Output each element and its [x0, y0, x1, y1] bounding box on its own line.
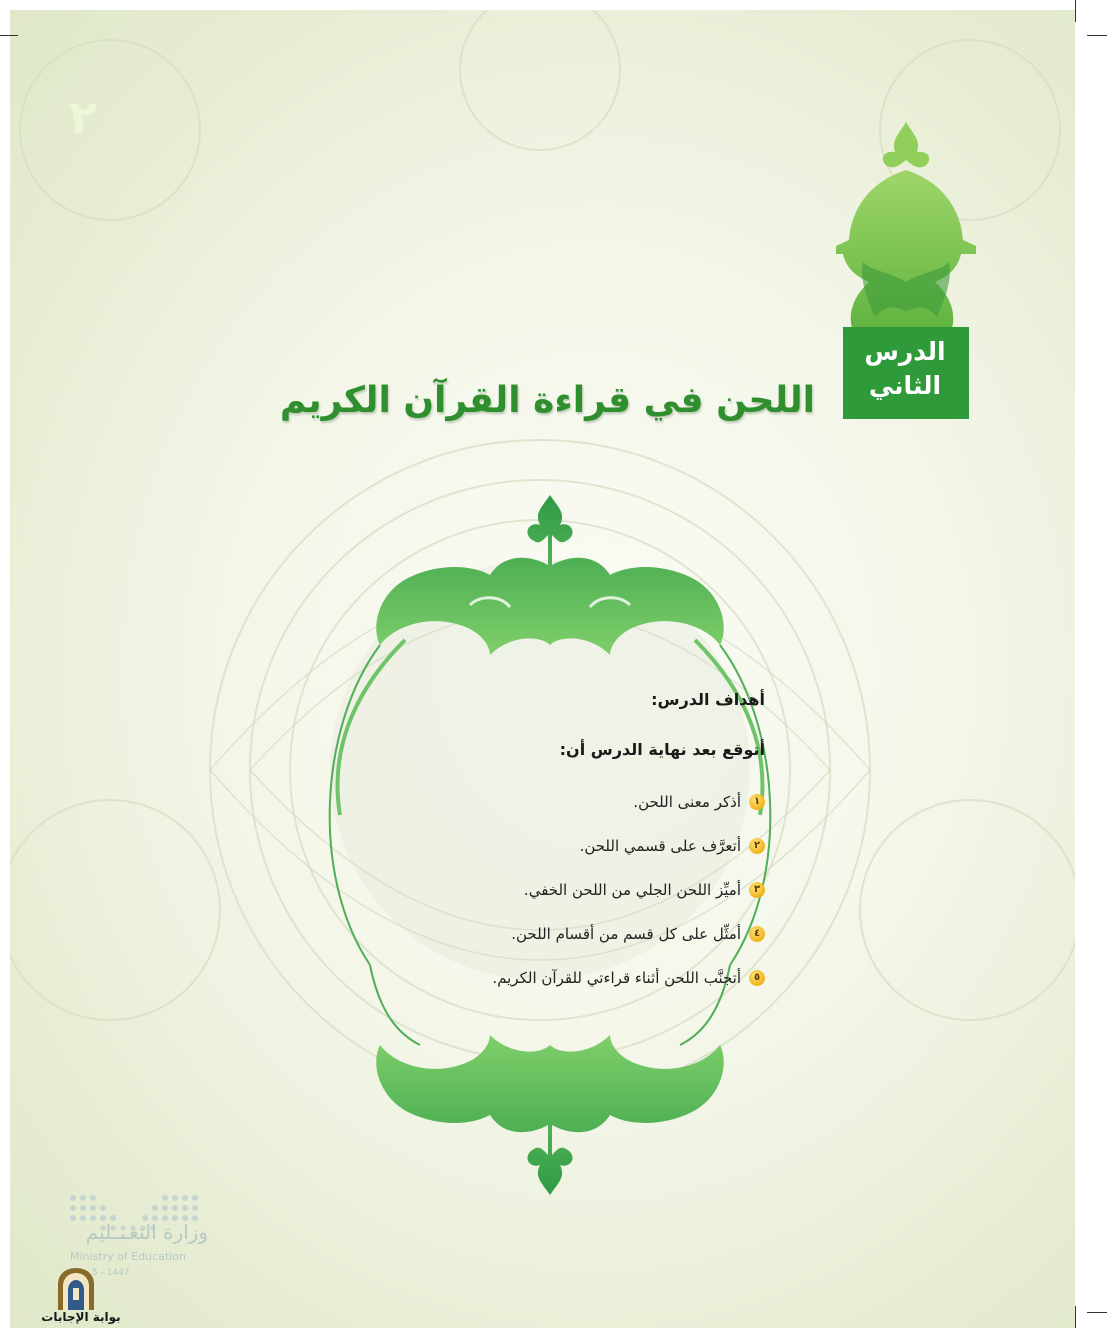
- watermark-label: بوابة الإجابات: [41, 1310, 121, 1324]
- gate-icon: [54, 1266, 98, 1312]
- objective-text: أذكر معنى اللحن.: [633, 793, 741, 811]
- ministry-year: 5 - 1447: [92, 1268, 130, 1278]
- lesson-label-line1: الدرس: [864, 337, 946, 366]
- objective-item: [390, 824, 765, 868]
- ministry-name-arabic: وزارة التعـــليم: [85, 1220, 208, 1244]
- objectives-intro: أتوقع بعد نهاية الدرس أن:: [559, 740, 765, 759]
- objective-number-badge: ٢: [749, 838, 765, 854]
- crop-mark: [1087, 35, 1107, 36]
- crop-mark: [0, 35, 18, 36]
- objective-item: [390, 912, 765, 956]
- objective-item: [390, 868, 765, 912]
- book-page: [10, 10, 1075, 1328]
- objective-number-badge: ٣: [749, 882, 765, 898]
- lesson-label: [843, 335, 967, 403]
- objectives-heading: أهداف الدرس:: [651, 690, 765, 709]
- objective-number-badge: ٥: [749, 970, 765, 986]
- objectives-block: [390, 690, 765, 1000]
- crop-mark: [1075, 0, 1076, 22]
- objective-number-badge: ٤: [749, 926, 765, 942]
- objective-item: [390, 956, 765, 1000]
- objectives-list: [390, 780, 765, 1000]
- lesson-label-line2: الثاني: [868, 371, 942, 400]
- lesson-title: اللحن في قراءة القرآن الكريم: [279, 380, 815, 421]
- ministry-name-english: Ministry of Education: [70, 1250, 187, 1263]
- crop-mark: [1075, 1306, 1076, 1328]
- lesson-number: ٢: [68, 90, 98, 144]
- objective-text: أتجنَّب اللحن أثناء قراءتي للقرآن الكريم.: [492, 969, 741, 987]
- objective-text: أميِّز اللحن الجلي من اللحن الخفي.: [523, 881, 741, 899]
- crop-mark: [1087, 1312, 1107, 1313]
- objective-number-badge: ١: [749, 794, 765, 810]
- objective-item: [390, 780, 765, 824]
- objective-text: أتعرَّف على قسمي اللحن.: [579, 837, 741, 855]
- objective-text: أمثِّل على كل قسم من أقسام اللحن.: [511, 925, 741, 943]
